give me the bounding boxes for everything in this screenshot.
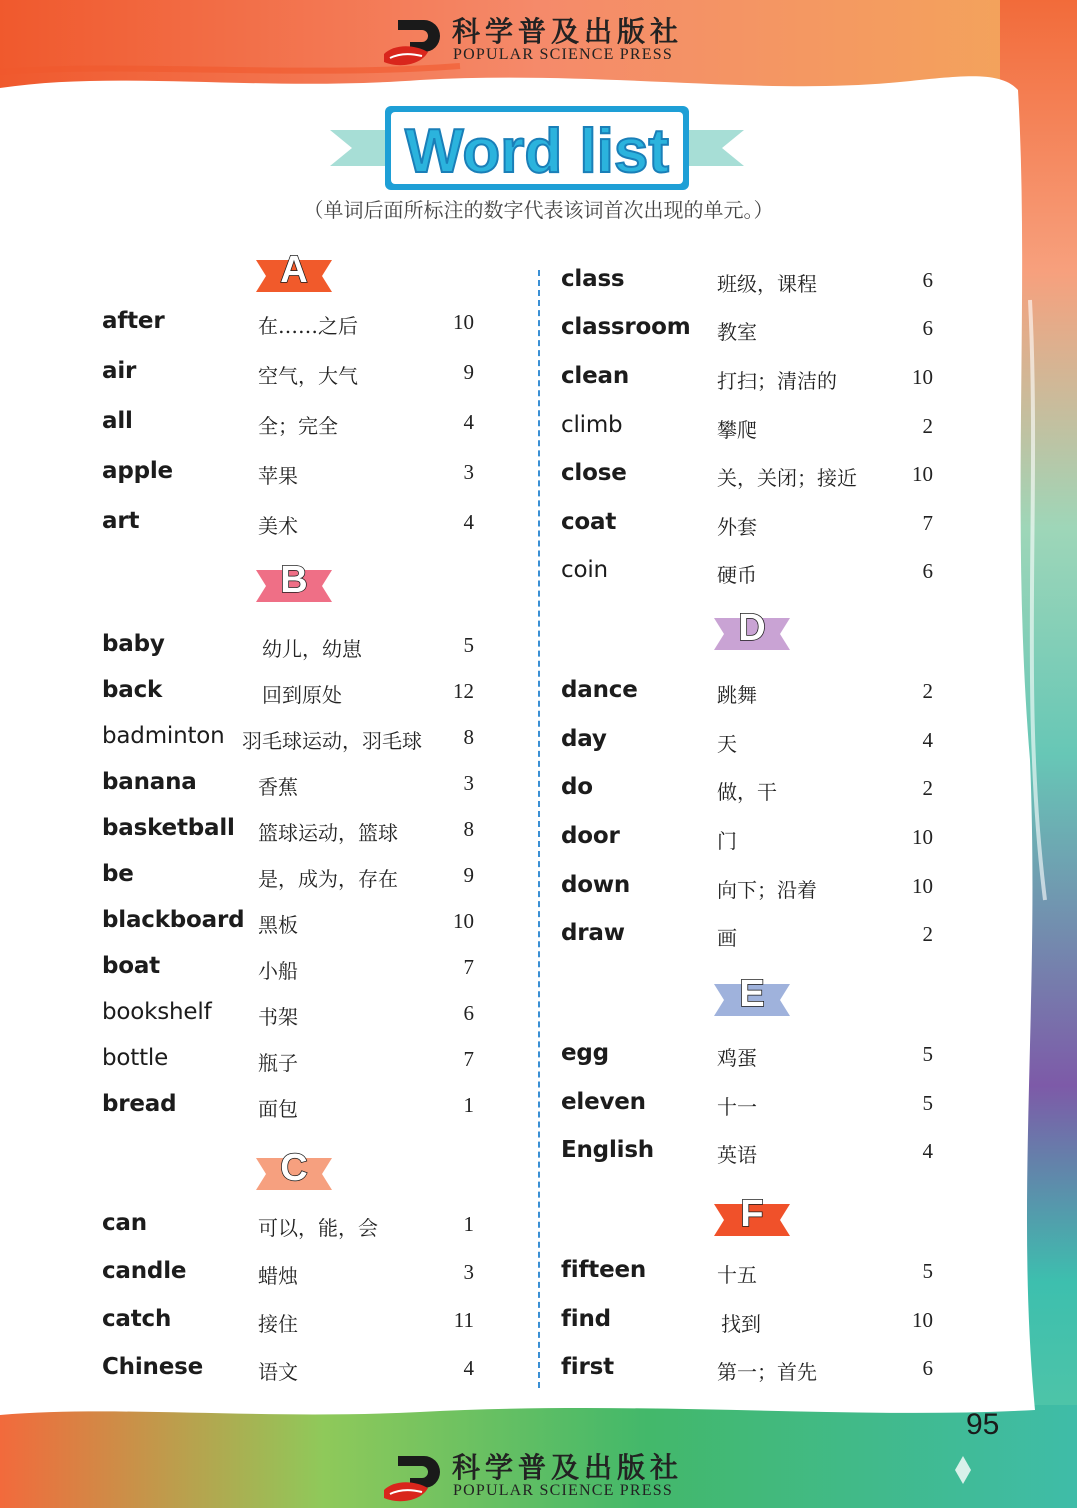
entry-word: after — [102, 308, 165, 334]
publisher-logo-icon — [380, 1450, 444, 1506]
entry-word: coat — [561, 509, 617, 535]
entry-unit: 4 — [463, 1356, 474, 1380]
entry-meaning: 画 — [717, 926, 737, 950]
entry-unit: 6 — [922, 268, 933, 292]
entry-meaning: 十一 — [717, 1095, 757, 1119]
entry-unit: 10 — [912, 825, 933, 849]
word-entry-first — [561, 1354, 933, 1394]
entry-meaning: 做，干 — [717, 780, 777, 804]
word-entry-classroom — [561, 314, 933, 354]
word-entry-dance — [561, 677, 933, 717]
publisher-name-en: POPULAR SCIENCE PRESS — [453, 1482, 673, 1499]
word-entry-clean — [561, 363, 933, 403]
entry-word: Chinese — [102, 1354, 203, 1380]
word-entry-find — [561, 1306, 933, 1346]
entry-word: be — [102, 861, 134, 887]
letter-badge-c — [256, 1146, 332, 1190]
entry-word: can — [102, 1210, 147, 1236]
entry-meaning: 羽毛球运动，羽毛球 — [242, 729, 422, 753]
entry-word: close — [561, 460, 627, 486]
letter-badge-a — [256, 248, 332, 292]
word-entry-boat — [102, 953, 474, 993]
page-title: Word list — [404, 117, 670, 186]
entry-meaning: 瓶子 — [258, 1051, 298, 1075]
entry-unit: 8 — [463, 725, 474, 749]
entry-unit: 6 — [463, 1001, 474, 1025]
entry-word: classroom — [561, 314, 691, 340]
entry-word: do — [561, 774, 593, 800]
entry-word: eleven — [561, 1089, 646, 1115]
entry-meaning: 空气，大气 — [258, 364, 358, 388]
entry-unit: 5 — [922, 1042, 933, 1066]
entry-meaning: 打扫；清洁的 — [717, 369, 837, 393]
entry-unit: 5 — [922, 1091, 933, 1115]
entry-unit: 6 — [922, 559, 933, 583]
entry-word: baby — [102, 631, 165, 657]
svg-text:F: F — [740, 1193, 764, 1235]
entry-meaning: 第一；首先 — [717, 1360, 817, 1384]
entry-word: catch — [102, 1306, 172, 1332]
entry-unit: 2 — [922, 679, 933, 703]
word-entry-candle — [102, 1258, 474, 1298]
word-entry-baby — [102, 631, 474, 671]
entry-unit: 10 — [912, 874, 933, 898]
entry-meaning: 班级，课程 — [717, 272, 817, 296]
entry-unit: 7 — [463, 1047, 474, 1071]
page-number: 95 — [966, 1408, 1000, 1441]
entry-unit: 1 — [463, 1093, 474, 1117]
entry-unit: 5 — [463, 633, 474, 657]
entry-unit: 9 — [463, 863, 474, 887]
entry-word: door — [561, 823, 620, 849]
entry-word: climb — [561, 412, 623, 438]
entry-meaning: 美术 — [258, 514, 298, 538]
entry-word: clean — [561, 363, 630, 389]
word-entry-day — [561, 726, 933, 766]
entry-meaning: 黑板 — [258, 913, 298, 937]
entry-unit: 10 — [453, 310, 474, 334]
word-entry-fifteen — [561, 1257, 933, 1297]
word-entry-close — [561, 460, 933, 500]
column-divider — [538, 270, 540, 1388]
svg-text:A: A — [280, 249, 308, 291]
letter-badge-d — [714, 606, 790, 650]
entry-meaning: 幼儿，幼崽 — [262, 637, 362, 661]
entry-unit: 11 — [453, 1308, 474, 1332]
svg-text:B: B — [280, 559, 308, 601]
entry-unit: 1 — [463, 1212, 474, 1236]
entry-unit: 8 — [463, 817, 474, 841]
entry-word: apple — [102, 458, 173, 484]
entry-word: find — [561, 1306, 611, 1332]
entry-meaning: 英语 — [717, 1143, 757, 1167]
entry-meaning: 回到原处 — [262, 683, 342, 707]
word-entry-blackboard — [102, 907, 474, 947]
entry-word: first — [561, 1354, 614, 1380]
word-entry-eleven — [561, 1089, 933, 1129]
word-entry-chinese — [102, 1354, 474, 1394]
word-entry-catch — [102, 1306, 474, 1346]
word-entry-do — [561, 774, 933, 814]
entry-unit: 4 — [463, 410, 474, 434]
entry-meaning: 教室 — [717, 320, 757, 344]
publisher-name-en: POPULAR SCIENCE PRESS — [453, 46, 673, 63]
publisher-name-cn: 科学普及出版社 — [452, 1451, 684, 1484]
entry-unit: 10 — [453, 909, 474, 933]
footer-publisher — [380, 1446, 710, 1506]
word-entry-apple — [102, 458, 474, 498]
word-entry-can — [102, 1210, 474, 1250]
entry-unit: 4 — [922, 1139, 933, 1163]
word-entry-after — [102, 308, 474, 348]
entry-unit: 10 — [912, 462, 933, 486]
entry-word: egg — [561, 1040, 609, 1066]
entry-meaning: 苹果 — [258, 464, 298, 488]
entry-meaning: 门 — [717, 829, 737, 853]
word-entry-class — [561, 266, 933, 306]
entry-meaning: 书架 — [258, 1005, 298, 1029]
entry-unit: 4 — [922, 728, 933, 752]
entry-unit: 2 — [922, 922, 933, 946]
word-entry-draw — [561, 920, 933, 960]
entry-word: English — [561, 1137, 654, 1163]
entry-meaning: 面包 — [258, 1097, 298, 1121]
entry-meaning: 香蕉 — [258, 775, 298, 799]
entry-meaning: 是，成为，存在 — [258, 867, 398, 891]
word-entry-bookshelf — [102, 999, 474, 1039]
entry-unit: 3 — [463, 460, 474, 484]
entry-unit: 3 — [463, 771, 474, 795]
word-entry-coat — [561, 509, 933, 549]
entry-meaning: 篮球运动，篮球 — [258, 821, 398, 845]
entry-meaning: 跳舞 — [717, 683, 757, 707]
word-entry-egg — [561, 1040, 933, 1080]
title-banner — [330, 100, 744, 196]
entry-unit: 7 — [463, 955, 474, 979]
header-publisher — [380, 10, 710, 70]
entry-meaning: 硬币 — [717, 563, 757, 587]
entry-unit: 4 — [463, 510, 474, 534]
entry-meaning: 鸡蛋 — [717, 1046, 757, 1070]
entry-word: dance — [561, 677, 638, 703]
entry-unit: 10 — [912, 1308, 933, 1332]
entry-meaning: 找到 — [721, 1312, 761, 1336]
publisher-logo-icon — [380, 14, 444, 70]
entry-meaning: 全；完全 — [258, 414, 338, 438]
letter-badge-f — [714, 1192, 790, 1236]
word-entry-art — [102, 508, 474, 548]
word-entry-basketball — [102, 815, 474, 855]
entry-word: candle — [102, 1258, 187, 1284]
letter-badge-b — [256, 558, 332, 602]
svg-text:E: E — [739, 973, 765, 1015]
entry-word: basketball — [102, 815, 235, 841]
entry-word: down — [561, 872, 631, 898]
entry-word: fifteen — [561, 1257, 647, 1283]
entry-word: bookshelf — [102, 999, 212, 1025]
entry-unit: 3 — [463, 1260, 474, 1284]
publisher-name-cn: 科学普及出版社 — [452, 15, 684, 48]
word-entry-badminton — [102, 723, 474, 763]
entry-word: draw — [561, 920, 625, 946]
entry-meaning: 外套 — [717, 515, 757, 539]
entry-meaning: 语文 — [258, 1360, 298, 1384]
page-subtitle: （单词后面所标注的数字代表该词首次出现的单元。） — [303, 198, 774, 222]
entry-meaning: 接住 — [258, 1312, 298, 1336]
word-entry-english — [561, 1137, 933, 1177]
word-entry-all — [102, 408, 474, 448]
entry-word: bottle — [102, 1045, 169, 1071]
entry-word: bread — [102, 1091, 177, 1117]
word-entry-coin — [561, 557, 933, 597]
entry-word: banana — [102, 769, 197, 795]
entry-meaning: 十五 — [717, 1263, 757, 1287]
entry-unit: 10 — [912, 365, 933, 389]
entry-word: class — [561, 266, 625, 292]
entry-word: boat — [102, 953, 160, 979]
entry-word: badminton — [102, 723, 225, 749]
word-entry-down — [561, 872, 933, 912]
entry-word: art — [102, 508, 140, 534]
word-entry-air — [102, 358, 474, 398]
word-entry-banana — [102, 769, 474, 809]
entry-unit: 5 — [922, 1259, 933, 1283]
entry-word: all — [102, 408, 133, 434]
entry-meaning: 蜡烛 — [258, 1264, 298, 1288]
entry-unit: 6 — [922, 316, 933, 340]
entry-meaning: 向下；沿着 — [717, 878, 817, 902]
word-entry-be — [102, 861, 474, 901]
entry-unit: 9 — [463, 360, 474, 384]
entry-unit: 12 — [453, 679, 474, 703]
entry-meaning: 关，关闭；接近 — [717, 466, 857, 490]
entry-meaning: 小船 — [258, 959, 298, 983]
entry-meaning: 攀爬 — [717, 418, 757, 442]
word-entry-back — [102, 677, 474, 717]
word-entry-door — [561, 823, 933, 863]
word-entry-bottle — [102, 1045, 474, 1085]
entry-word: air — [102, 358, 137, 384]
svg-text:D: D — [738, 607, 766, 649]
entry-word: blackboard — [102, 907, 245, 933]
entry-meaning: 可以，能，会 — [258, 1216, 378, 1240]
entry-word: back — [102, 677, 163, 703]
entry-meaning: 在……之后 — [258, 314, 358, 338]
entry-word: coin — [561, 557, 608, 583]
entry-unit: 6 — [922, 1356, 933, 1380]
entry-unit: 2 — [922, 776, 933, 800]
word-entry-bread — [102, 1091, 474, 1131]
letter-badge-e — [714, 972, 790, 1016]
word-entry-climb — [561, 412, 933, 452]
entry-unit: 7 — [922, 511, 933, 535]
svg-text:C: C — [280, 1147, 308, 1189]
entry-unit: 2 — [922, 414, 933, 438]
entry-meaning: 天 — [717, 732, 737, 756]
entry-word: day — [561, 726, 607, 752]
